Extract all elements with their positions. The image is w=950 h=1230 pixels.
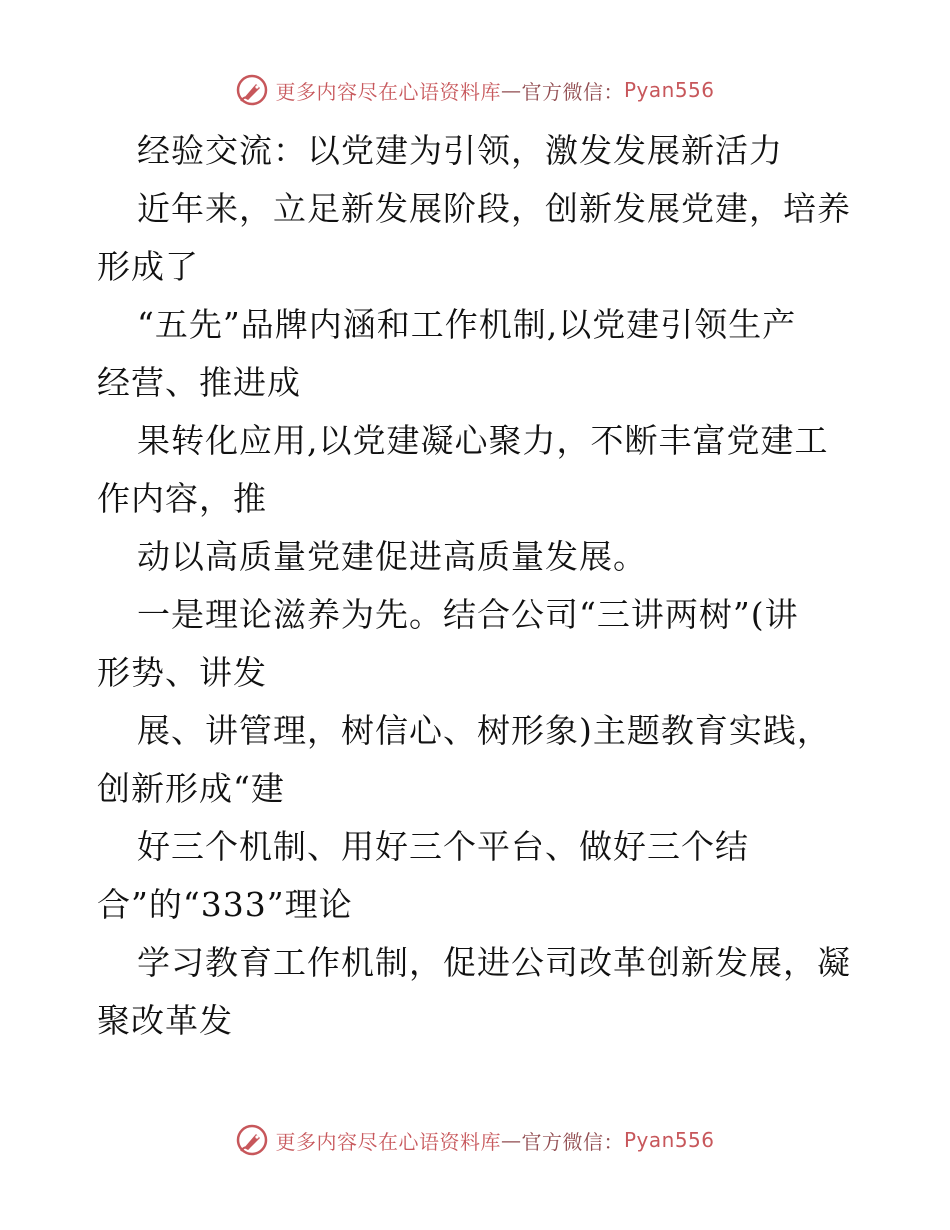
text-line: 展、讲管理，树信心、树形象)主题教育实践， [137, 711, 831, 750]
pen-nib-logo-icon [235, 1123, 269, 1157]
watermark-wechat-id: Pyan556 [623, 78, 715, 102]
watermark-site-text: 更多内容尽在心语资料库 [275, 1129, 501, 1154]
text-line: 果转化应用,以党建凝心聚力，不断丰富党建工 [137, 421, 829, 460]
text-line: 近年来，立足新发展阶段，创新发展党建，培养 [137, 189, 851, 228]
watermark-wechat-label: 官方微信： [521, 1129, 624, 1154]
text-line: 动以高质量党建促进高质量发展。 [137, 537, 647, 576]
watermark-dash: — [500, 1128, 522, 1152]
text-line: 一是理论滋养为先。结合公司“三讲两树”(讲 [137, 595, 799, 634]
document-body [97, 122, 867, 1050]
text-line: 形成了 [97, 247, 199, 286]
text-line: 学习教育工作机制，促进公司改革创新发展，凝 [137, 943, 851, 982]
text-line: 经营、推进成 [97, 363, 301, 402]
header-watermark [0, 70, 950, 110]
watermark-dash: — [500, 78, 522, 102]
text-line: 合”的“333”理论 [97, 885, 353, 924]
watermark-wechat-id: Pyan556 [623, 1128, 715, 1152]
text-line: 聚改革发 [97, 1001, 233, 1040]
text-line: 创新形成“建 [97, 769, 285, 808]
text-line: 作内容，推 [97, 479, 267, 518]
footer-watermark [0, 1120, 950, 1160]
text-line: 经验交流：以党建为引领，激发发展新活力 [137, 131, 783, 170]
watermark-wechat-label: 官方微信： [521, 79, 624, 104]
watermark-site-text: 更多内容尽在心语资料库 [275, 79, 501, 104]
pen-nib-logo-icon [235, 73, 269, 107]
text-line: “五先”品牌内涵和工作机制,以党建引领生产 [137, 305, 797, 344]
text-line: 形势、讲发 [97, 653, 267, 692]
text-line: 好三个机制、用好三个平台、做好三个结 [137, 827, 749, 866]
